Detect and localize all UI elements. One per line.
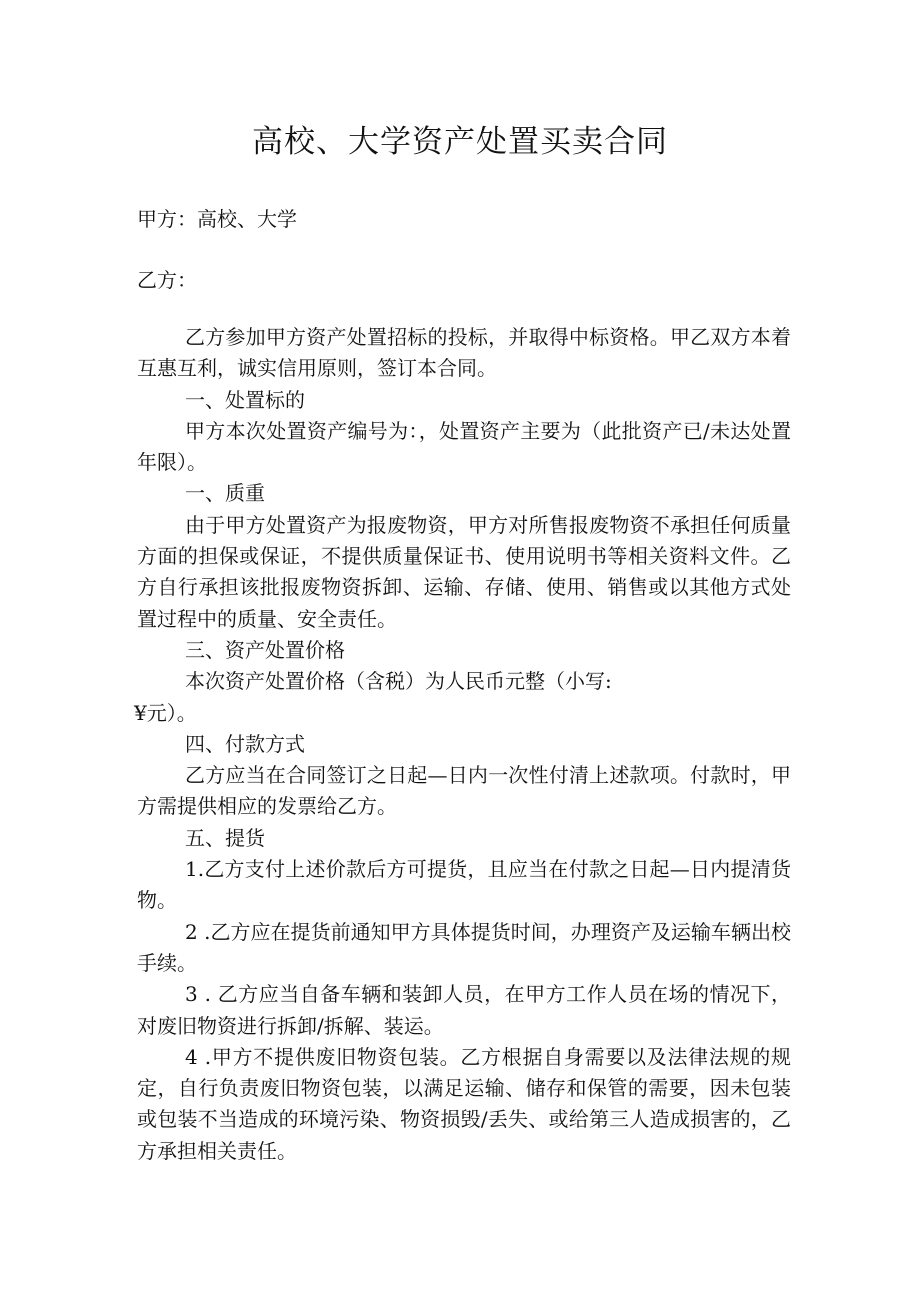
intro-paragraph: 乙方参加甲方资产处置招标的投标，并取得中标资格。甲乙双方本着互惠互利，诚实信用原则，签订本合同。 [137, 325, 791, 381]
section-2-heading: 一、质重 [185, 481, 265, 506]
section-3-heading: 三、资产处置价格 [185, 637, 345, 662]
section-5-item-4: 4 .甲方不提供废旧物资包装。乙方根据自身需要以及法律法规的规定，自行负责废旧物资包装，以满足运输、储存和保管的需要，因未包装或包装不当造成的环境污染、物资损毁/丢失、或给第三人造成损害的，乙方承担相关责任。 [137, 1044, 791, 1163]
contract-body [134, 322, 791, 1167]
section-5-item-1: 1.乙方支付上述价款后方可提货，且应当在付款之日起—日内提清货物。 [137, 857, 791, 913]
section-3-paragraph-line1: 本次资产处置价格（含税）为人民币元整（小写: [185, 669, 612, 694]
section-4-paragraph: 乙方应当在合同签订之日起—日内一次性付清上述款项。付款时，甲方需提供相应的发票给乙方。 [137, 763, 791, 819]
section-5-item-3: 3 . 乙方应当自备车辆和装卸人员，在甲方工作人员在场的情况下，对废旧物资进行拆卸/拆解、装运。 [137, 982, 791, 1038]
party-b-line: 乙方： [137, 268, 197, 292]
section-1-paragraph: 甲方本次处置资产编号为：，处置资产主要为（此批资产已/未达处置年限）。 [137, 418, 791, 475]
section-4-heading: 四、付款方式 [185, 731, 305, 756]
section-5-heading: 五、提货 [185, 825, 265, 850]
section-1-heading: 一、处置标的 [185, 387, 305, 412]
section-2-paragraph: 由于甲方处置资产为报废物资，甲方对所售报废物资不承担任何质量方面的担保或保证，不提供质量保证书、使用说明书等相关资料文件。乙方自行承担该批报废物资拆卸、运输、存储、使用、销售或以其他方式处置过程中的质量、安全责任。 [137, 512, 791, 631]
party-a-line: 甲方：高校、大学 [137, 207, 297, 231]
section-5-item-2: 2 .乙方应在提货前通知甲方具体提货时间，办理资产及运输车辆出校手续。 [137, 919, 791, 975]
document-title: 高校、大学资产处置买卖合同 [252, 124, 668, 160]
section-3-paragraph-line2: ¥元）。 [134, 700, 197, 725]
